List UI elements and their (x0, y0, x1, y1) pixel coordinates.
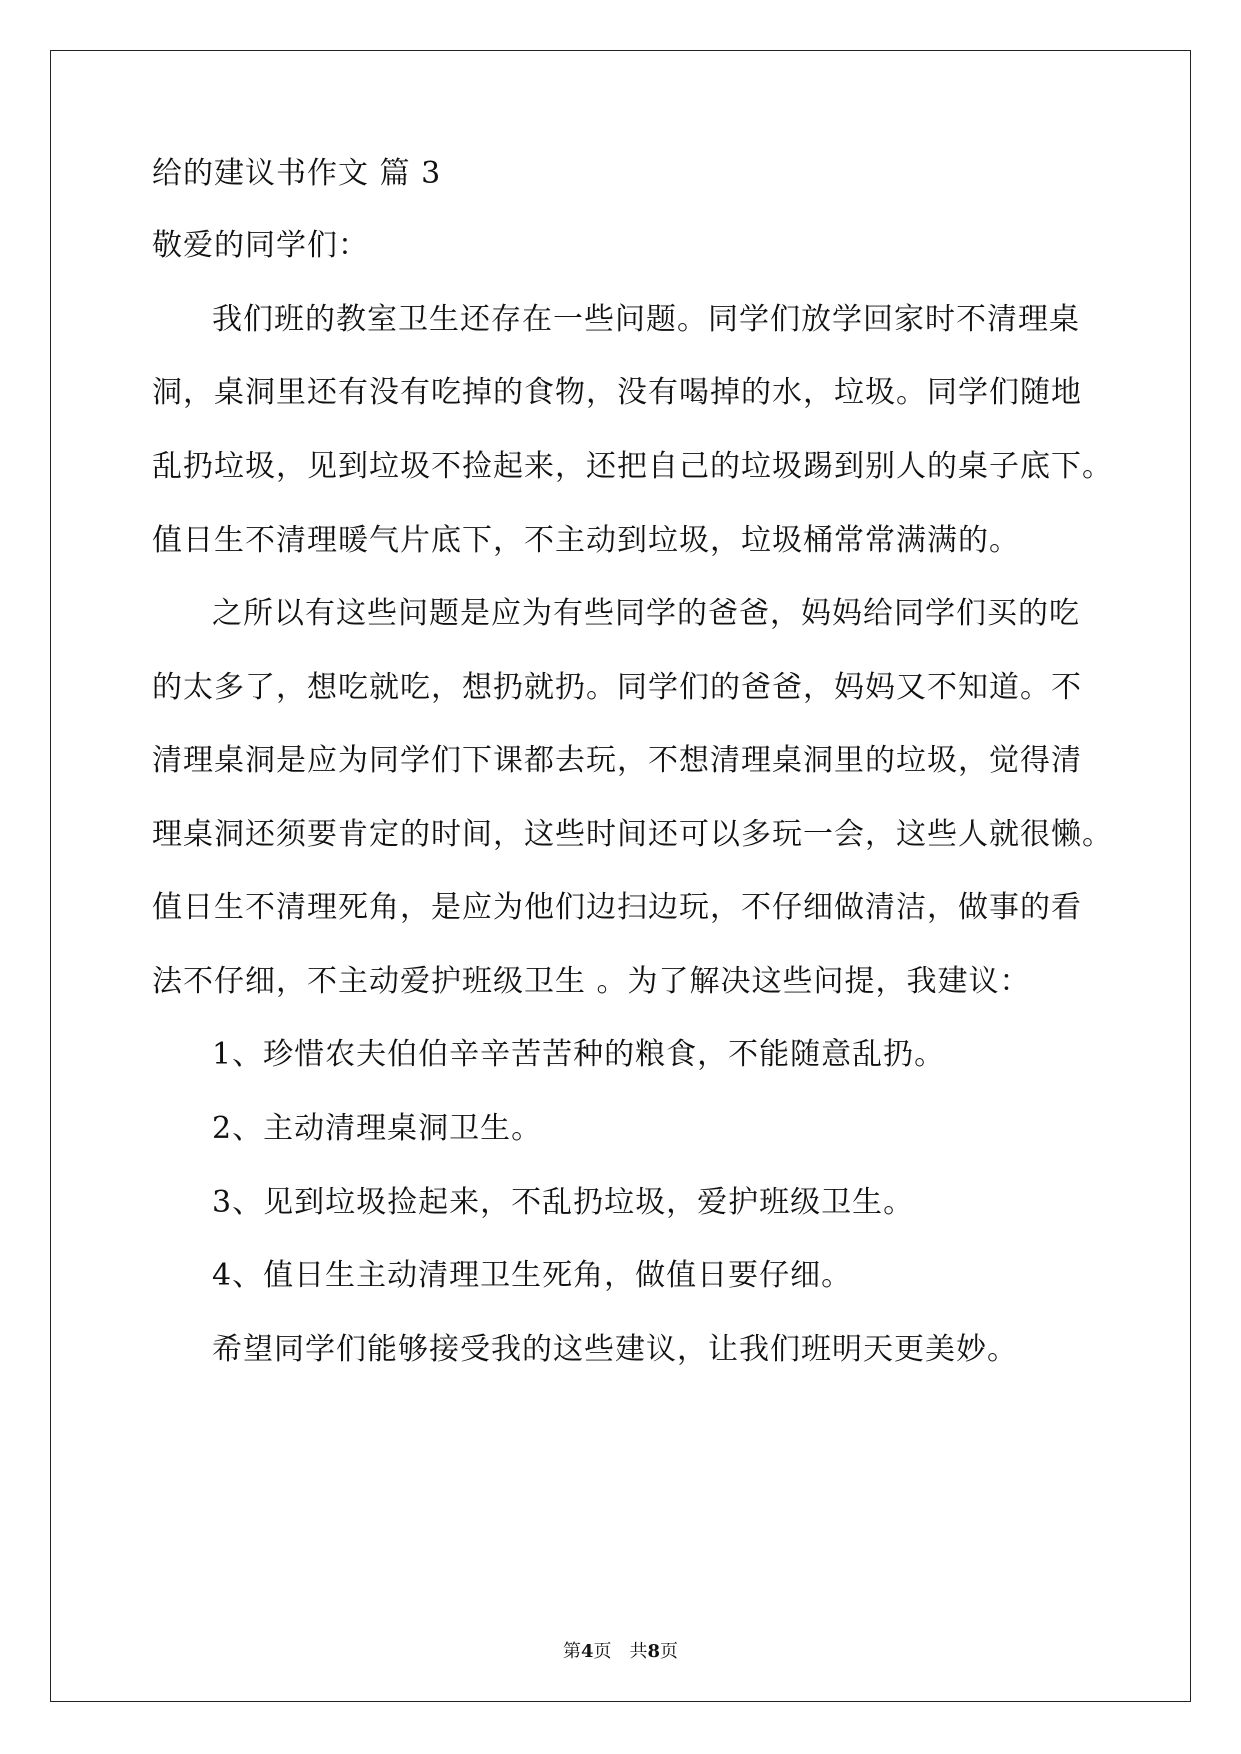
page-current: 4 (580, 1641, 594, 1662)
suggestion-item: 1、珍惜农夫伯伯辛辛苦苦种的粮食，不能随意乱扔。 (212, 1037, 946, 1072)
total-prefix: 共 (629, 1641, 648, 1662)
page-footer (0, 1640, 1241, 1664)
suggestion-item: 4、值日生主动清理卫生死角，做值日要仔细。 (212, 1258, 853, 1293)
paragraph-line: 清理桌洞是应为同学们下课都去玩，不想清理桌洞里的垃圾，觉得清 (152, 743, 1082, 778)
salutation: 敬爱的同学们： (152, 228, 369, 263)
paragraph-line: 的太多了，想吃就吃，想扔就扔。同学们的爸爸，妈妈又不知道。不 (152, 670, 1082, 705)
page-prefix: 第 (562, 1641, 581, 1662)
suggestion-item: 3、见到垃圾捡起来，不乱扔垃圾，爱护班级卫生。 (212, 1185, 915, 1220)
page-suffix: 页 (593, 1641, 612, 1662)
paragraph-line: 理桌洞还须要肯定的时间，这些时间还可以多玩一会，这些人就很懒。 (152, 817, 1113, 852)
document-heading: 给的建议书作文 篇 3 (152, 156, 442, 191)
suggestion-item: 2、主动清理桌洞卫生。 (212, 1111, 543, 1146)
paragraph-line: 值日生不清理死角，是应为他们边扫边玩，不仔细做清洁，做事的看 (152, 890, 1082, 925)
page-total: 8 (647, 1641, 661, 1662)
paragraph-line: 法不仔细，不主动爱护班级卫生 。为了解决这些问提，我建议： (152, 964, 1031, 999)
paragraph-line: 值日生不清理暖气片底下，不主动到垃圾，垃圾桶常常满满的。 (152, 523, 1020, 558)
paragraph-line: 洞，桌洞里还有没有吃掉的食物，没有喝掉的水，垃圾。同学们随地 (152, 375, 1082, 410)
paragraph-line: 我们班的教室卫生还存在一些问题。同学们放学回家时不清理桌 (212, 302, 1080, 337)
total-suffix: 页 (660, 1641, 679, 1662)
closing-line: 希望同学们能够接受我的这些建议，让我们班明天更美妙。 (212, 1332, 1018, 1367)
paragraph-line: 之所以有这些问题是应为有些同学的爸爸，妈妈给同学们买的吃 (212, 596, 1080, 631)
page-border (50, 50, 1191, 1702)
paragraph-line: 乱扔垃圾，见到垃圾不捡起来，还把自己的垃圾踢到别人的桌子底下。 (152, 449, 1113, 484)
